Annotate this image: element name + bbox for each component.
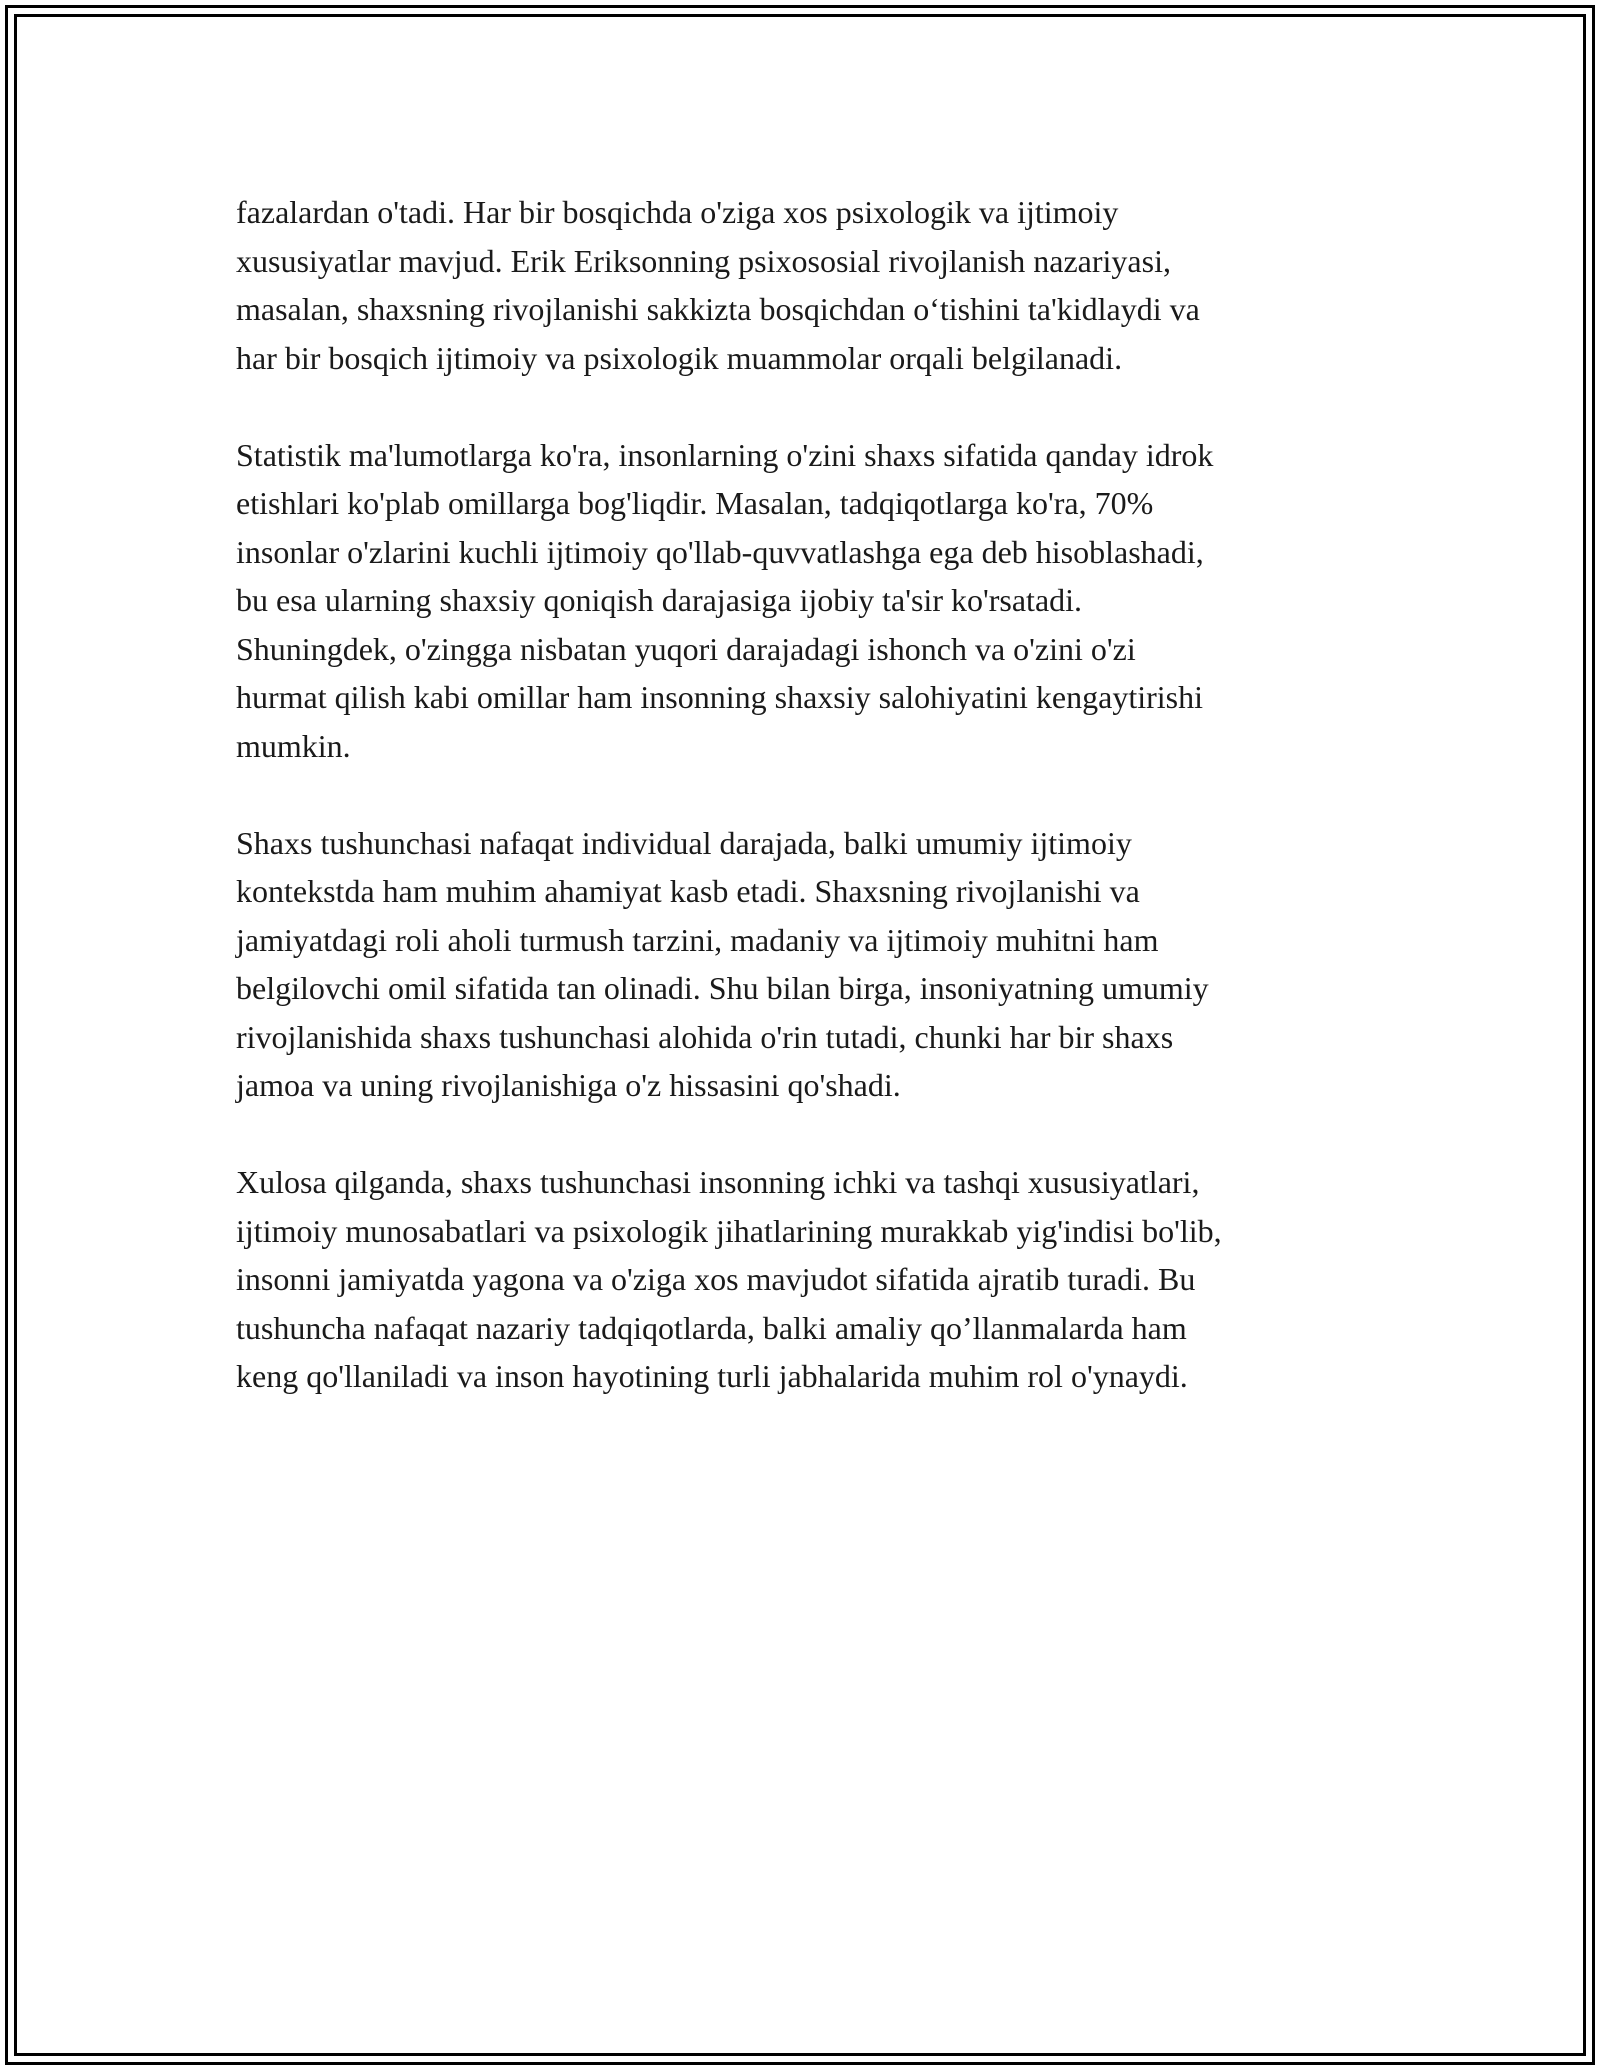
text-line: xususiyatlar mavjud. Erik Eriksonning psixososial rivojlanish nazariyasi, (236, 242, 1171, 279)
document-body (236, 188, 1376, 1449)
text-line: insonni jamiyatda yagona va o'ziga xos mavjudot sifatida ajratib turadi. Bu (236, 1261, 1196, 1297)
text-line: hurmat qilish kabi omillar ham insonning shaxsiy salohiyatini kengaytirishi (236, 679, 1203, 715)
paragraph-4 (236, 1158, 1376, 1401)
text-line: tushuncha nafaqat nazariy tadqiqotlarda, balki amaliy qo’llanmalarda ham (236, 1309, 1187, 1346)
text-line: mumkin. (236, 727, 351, 764)
text-line: fazalardan o'tadi. Har bir bosqichda o'ziga xos psixologik va ijtimoiy (236, 194, 1119, 230)
text-line: jamiyatdagi roli aholi turmush tarzini, madaniy va ijtimoiy muhitni ham (236, 921, 1159, 958)
text-line: Shaxs tushunchasi nafaqat individual darajada, balki umumiy ijtimoiy (236, 824, 1132, 861)
text-line: Statistik ma'lumotlarga ko'ra, insonlarning o'zini shaxs sifatida qanday idrok (236, 436, 1214, 473)
text-line: insonlar o'zlarini kuchli ijtimoiy qo'llab-quvvatlashga ega deb hisoblashadi, (236, 533, 1204, 570)
paragraph-1 (236, 188, 1376, 382)
text-line: Shuningdek, o'zingga nisbatan yuqori darajadagi ishonch va o'zini o'zi (236, 630, 1136, 667)
text-line: jamoa va uning rivojlanishiga o'z hissasini qo'shadi. (236, 1067, 901, 1103)
text-line: Xulosa qilganda, shaxs tushunchasi insonning ichki va tashqi xususiyatlari, (236, 1164, 1200, 1200)
text-line: bu esa ularning shaxsiy qoniqish darajasiga ijobiy ta'sir ko'rsatadi. (236, 582, 1083, 618)
paragraph-2 (236, 431, 1376, 771)
paragraph-3 (236, 819, 1376, 1110)
text-line: etishlari ko'plab omillarga bog'liqdir. Masalan, tadqiqotlarga ko'ra, 70% (236, 485, 1154, 521)
text-line: rivojlanishida shaxs tushunchasi alohida o'rin tutadi, chunki har bir shaxs (236, 1018, 1174, 1055)
text-line: ijtimoiy munosabatlari va psixologik jihatlarining murakkab yig'indisi bo'lib, (236, 1212, 1222, 1249)
text-line: kontekstda ham muhim ahamiyat kasb etadi. Shaxsning rivojlanishi va (236, 873, 1140, 909)
text-line: masalan, shaxsning rivojlanishi sakkizta bosqichdan o‘tishini ta'kidlaydi va (236, 291, 1200, 327)
text-line: har bir bosqich ijtimoiy va psixologik muammolar orqali belgilanadi. (236, 339, 1123, 376)
text-line: belgilovchi omil sifatida tan olinadi. Shu bilan birga, insoniyatning umumiy (236, 970, 1209, 1006)
text-line: keng qo'llaniladi va inson hayotining turli jabhalarida muhim rol o'ynaydi. (236, 1358, 1188, 1394)
